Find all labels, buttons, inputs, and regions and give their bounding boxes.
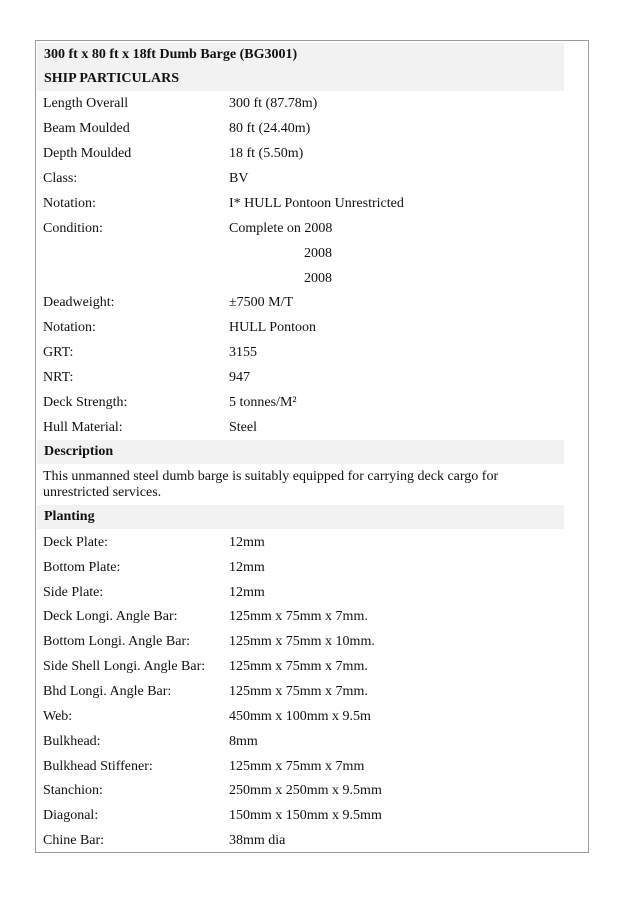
row-label: Deck Longi. Angle Bar: bbox=[43, 609, 178, 624]
section-row-description bbox=[37, 440, 564, 464]
row-label: Bulkhead Stiffener: bbox=[43, 759, 153, 774]
row-value: HULL Pontoon bbox=[229, 320, 316, 335]
row-value: 38mm dia bbox=[229, 833, 286, 848]
row-label: Side Shell Longi. Angle Bar: bbox=[43, 659, 206, 674]
section-row-ship-particulars bbox=[37, 67, 564, 91]
row-label: Bottom Longi. Angle Bar: bbox=[43, 634, 190, 649]
row-label: Notation: bbox=[43, 196, 96, 211]
section-heading: Planting bbox=[44, 509, 95, 524]
row-label: Stanchion: bbox=[43, 783, 103, 798]
row-label: Chine Bar: bbox=[43, 833, 105, 848]
row-label: Notation: bbox=[43, 320, 96, 335]
row-value: 18 ft (5.50m) bbox=[229, 146, 304, 161]
row-label: Class: bbox=[43, 171, 78, 186]
row-value: I* HULL Pontoon Unrestricted bbox=[229, 196, 404, 211]
section-heading: Description bbox=[44, 444, 114, 459]
row-label: Hull Material: bbox=[43, 420, 123, 435]
section-row-planting bbox=[37, 505, 564, 529]
condition-year: 2008 bbox=[304, 246, 332, 261]
row-label: Side Plate: bbox=[43, 585, 104, 600]
row-label: Condition: bbox=[43, 221, 103, 236]
row-value: 250mm x 250mm x 9.5mm bbox=[229, 783, 382, 798]
row-label: Diagonal: bbox=[43, 808, 99, 823]
row-value: 12mm bbox=[229, 535, 265, 550]
row-label: Bhd Longi. Angle Bar: bbox=[43, 684, 172, 699]
row-value: 8mm bbox=[229, 734, 258, 749]
row-value: 80 ft (24.40m) bbox=[229, 121, 311, 136]
row-value: BV bbox=[229, 171, 249, 186]
row-value: 125mm x 75mm x 7mm bbox=[229, 759, 365, 774]
spec-document bbox=[35, 40, 589, 853]
row-label: Depth Moulded bbox=[43, 146, 132, 161]
title-row bbox=[37, 43, 564, 67]
row-value: 947 bbox=[229, 370, 250, 385]
row-label: Deck Strength: bbox=[43, 395, 128, 410]
condition-year: 2008 bbox=[304, 271, 332, 286]
row-value: 3155 bbox=[229, 345, 257, 360]
description-text: This unmanned steel dumb barge is suitably equipped for carrying deck cargo for unrestricted services. bbox=[43, 469, 499, 500]
row-label: Deck Plate: bbox=[43, 535, 108, 550]
row-value: 125mm x 75mm x 7mm. bbox=[229, 659, 368, 674]
row-label: Deadweight: bbox=[43, 295, 115, 310]
row-value: 450mm x 100mm x 9.5m bbox=[229, 709, 371, 724]
row-value: 125mm x 75mm x 10mm. bbox=[229, 634, 375, 649]
document-title: 300 ft x 80 ft x 18ft Dumb Barge (BG3001) bbox=[44, 47, 298, 62]
row-label: Bulkhead: bbox=[43, 734, 101, 749]
row-value: 125mm x 75mm x 7mm. bbox=[229, 684, 368, 699]
row-value: Complete on 2008 bbox=[229, 221, 333, 236]
row-label: Beam Moulded bbox=[43, 121, 130, 136]
row-value: 125mm x 75mm x 7mm. bbox=[229, 609, 368, 624]
row-label: Web: bbox=[43, 709, 73, 724]
row-value: 12mm bbox=[229, 560, 265, 575]
row-label: GRT: bbox=[43, 345, 74, 360]
row-label: Length Overall bbox=[43, 96, 129, 111]
row-label: Bottom Plate: bbox=[43, 560, 121, 575]
row-value: 300 ft (87.78m) bbox=[229, 96, 318, 111]
row-value: 12mm bbox=[229, 585, 265, 600]
row-value: 5 tonnes/M² bbox=[229, 395, 297, 410]
row-value: 150mm x 150mm x 9.5mm bbox=[229, 808, 382, 823]
row-value: Steel bbox=[229, 420, 257, 435]
row-label: NRT: bbox=[43, 370, 74, 385]
section-heading: SHIP PARTICULARS bbox=[44, 71, 179, 86]
row-value: ±7500 M/T bbox=[229, 295, 294, 310]
